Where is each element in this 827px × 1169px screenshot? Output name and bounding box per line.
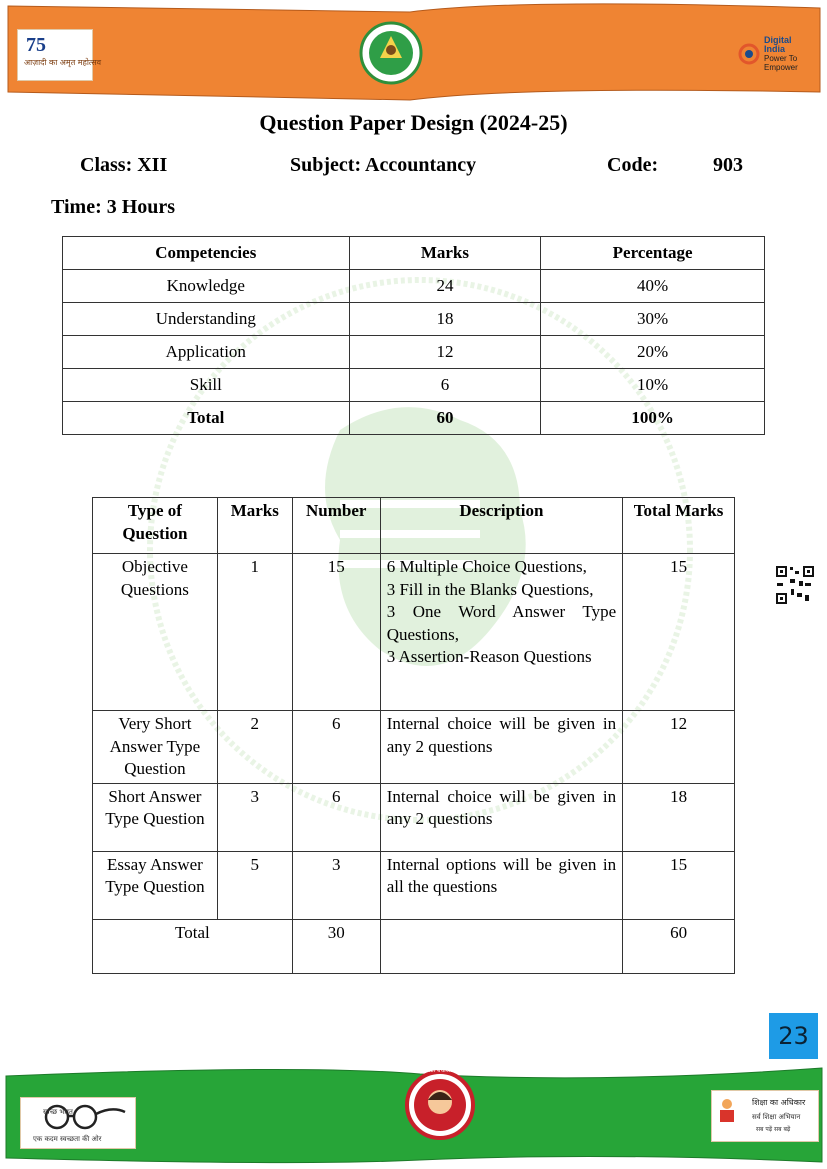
table-row <box>93 711 735 784</box>
table-cell: 24 <box>349 270 541 303</box>
table-cell: Objective Questions <box>93 554 218 711</box>
shiksha-text: शिक्षा का अधिकार <box>752 1098 806 1107</box>
spectacles-icon <box>27 1102 127 1132</box>
table-cell-description <box>380 554 622 711</box>
table-cell: 10% <box>541 369 765 402</box>
table-cell: Knowledge <box>63 270 350 303</box>
table-cell: 3 <box>292 851 380 919</box>
table-cell: 12 <box>623 711 735 784</box>
competencies-table <box>62 236 765 435</box>
table-cell: 60 <box>623 919 735 973</box>
table-cell: Total <box>63 402 350 435</box>
table-cell: 100% <box>541 402 765 435</box>
beti-bachao-text: बेटी बचाओ बेटी पढ़ाओ <box>427 1067 479 1074</box>
table-cell: 3 <box>217 783 292 851</box>
table-header-row <box>63 237 765 270</box>
table-cell: 6 <box>349 369 541 402</box>
child-reading-icon <box>716 1097 738 1127</box>
header-cell: Type of Question <box>93 498 218 554</box>
header-cell: Percentage <box>541 237 765 270</box>
azadi-ka-amrit-mahotsav-logo <box>17 29 102 81</box>
qr-code-icon <box>775 565 815 605</box>
description-line: 3 One Word Answer Type Questions, <box>386 602 617 644</box>
table-row <box>93 554 735 711</box>
table-row <box>63 369 765 402</box>
table-cell: 60 <box>349 402 541 435</box>
table-row <box>93 851 735 919</box>
header-cell: Number <box>292 498 380 554</box>
table-cell: 30% <box>541 303 765 336</box>
subject-label: Subject: Accountancy <box>290 154 477 176</box>
table-cell: 40% <box>541 270 765 303</box>
page-title: Question Paper Design (2024-25) <box>259 110 568 135</box>
digital-india-name: Digital India <box>764 35 792 54</box>
table-row <box>63 336 765 369</box>
table-cell: 15 <box>623 554 735 711</box>
table-cell: 5 <box>217 851 292 919</box>
table-row <box>93 783 735 851</box>
table-total-row <box>63 402 765 435</box>
digital-india-tagline: Power To Empower <box>764 54 798 72</box>
code-label: Code: <box>607 154 659 176</box>
table-cell-description: Internal choice will be given in any 2 questions <box>380 711 622 784</box>
table-cell: 6 <box>292 783 380 851</box>
table-total-row <box>93 919 735 973</box>
table-cell: 15 <box>623 851 735 919</box>
digital-india-icon <box>738 42 760 66</box>
table-row <box>63 270 765 303</box>
table-cell: 2 <box>217 711 292 784</box>
table-cell: 18 <box>349 303 541 336</box>
table-cell: Understanding <box>63 303 350 336</box>
swachh-bharat-logo <box>20 1097 136 1149</box>
digital-india-logo <box>738 35 808 72</box>
table-cell: 1 <box>217 554 292 711</box>
header-cell: Total Marks <box>623 498 735 554</box>
table-row <box>63 303 765 336</box>
table-cell-description: Internal options will be given in all the questions <box>380 851 622 919</box>
table-cell: 6 <box>292 711 380 784</box>
swachh-text: स्वच्छ भारत <box>43 1108 73 1116</box>
code-value: 903 <box>713 154 743 176</box>
header-cell: Competencies <box>63 237 350 270</box>
table-cell: Essay Answer Type Question <box>93 851 218 919</box>
table-cell: 30 <box>292 919 380 973</box>
azadi-logo-number: 75 <box>26 34 46 56</box>
table-cell: Total <box>93 919 293 973</box>
question-type-table <box>92 497 735 974</box>
header-cell: Marks <box>349 237 541 270</box>
shiksha-ka-adhikar-logo <box>711 1090 819 1142</box>
table-cell-description: Internal choice will be given in any 2 questions <box>380 783 622 851</box>
shiksha-sub: सर्व शिक्षा अभियान <box>752 1113 801 1121</box>
time-label: Time: 3 Hours <box>51 196 176 218</box>
table-cell: 15 <box>292 554 380 711</box>
table-cell: Short Answer Type Question <box>93 783 218 851</box>
table-header-row <box>93 498 735 554</box>
swachh-tagline: एक कदम स्वच्छता की ओर <box>33 1135 102 1143</box>
azadi-logo-text: आज़ादी का अमृत महोत्सव <box>24 58 102 67</box>
shiksha-tag: सब पढ़ें सब बढ़ें <box>756 1126 791 1133</box>
table-cell <box>380 919 622 973</box>
description-line: 3 Fill in the Blanks Questions, <box>386 579 594 599</box>
page-number-badge: 23 <box>769 1013 818 1059</box>
header-band <box>0 0 827 110</box>
table-cell: 18 <box>623 783 735 851</box>
table-cell: Application <box>63 336 350 369</box>
table-cell: Very Short Answer Type Question <box>93 711 218 784</box>
description-line: 3 Assertion-Reason Questions <box>386 647 592 666</box>
header-cell: Marks <box>217 498 292 554</box>
class-label: Class: XII <box>80 154 168 176</box>
description-line: 6 Multiple Choice Questions, <box>386 557 587 576</box>
table-cell: Skill <box>63 369 350 402</box>
header-cell: Description <box>380 498 622 554</box>
table-cell: 20% <box>541 336 765 369</box>
table-cell: 12 <box>349 336 541 369</box>
